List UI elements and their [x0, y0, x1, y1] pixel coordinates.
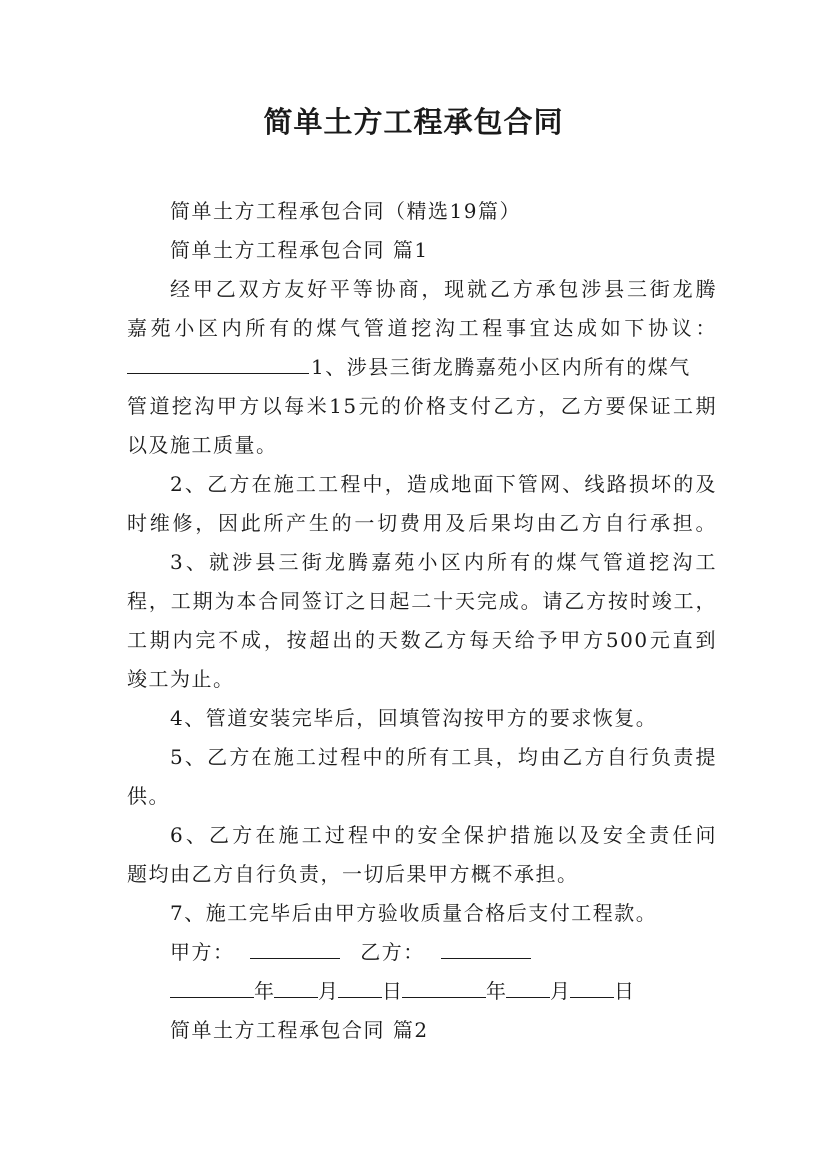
paragraph-line: 经甲乙双方友好平等协商，现就乙方承包涉县三街龙腾	[170, 277, 717, 301]
paragraph-line: 程，工期为本合同签订之日起二十天完成。请乙方按时竣工，	[127, 589, 717, 613]
party-b-blank	[441, 938, 531, 959]
paragraph-line: 管道挖沟甲方以每米15元的价格支付乙方，乙方要保证工期	[127, 394, 717, 418]
clause-6-line: 6、乙方在施工过程中的安全保护措施以及安全责任问	[170, 823, 717, 847]
paragraph-line: 竣工为止。	[127, 667, 235, 691]
year-label: 年	[254, 979, 274, 1003]
date-blank	[402, 977, 486, 998]
signature-parties	[170, 938, 760, 966]
paragraph-line: 供。	[127, 784, 170, 808]
party-a-label: 甲方：	[170, 940, 235, 964]
paragraph-line: 嘉苑小区内所有的煤气管道挖沟工程事宜达成如下协议：	[127, 316, 717, 340]
date-blank	[570, 977, 614, 998]
clause-4-line: 4、管道安装完毕后，回填管沟按甲方的要求恢复。	[170, 706, 658, 730]
date-blank	[338, 977, 382, 998]
date-blank	[274, 977, 318, 998]
clause-3-line: 3、就涉县三街龙腾嘉苑小区内所有的煤气管道挖沟工	[170, 550, 717, 574]
date-blank	[170, 977, 254, 998]
year-label: 年	[486, 979, 506, 1003]
day-label: 日	[382, 979, 402, 1003]
paragraph-line: 工期内完不成，按超出的天数乙方每天给予甲方500元直到	[127, 628, 717, 652]
party-a-blank	[250, 938, 340, 959]
section-heading-2: 简单土方工程承包合同 篇2	[170, 1018, 429, 1042]
paragraph-line: 时维修，因此所产生的一切费用及后果均由乙方自行承担。	[127, 511, 717, 535]
paragraph-line: 以及施工质量。	[127, 433, 278, 457]
month-label: 月	[318, 979, 338, 1003]
paragraph-line-with-blank	[127, 353, 717, 381]
party-b-label: 乙方：	[360, 940, 425, 964]
document-subtitle: 简单土方工程承包合同（精选19篇）	[170, 199, 521, 223]
clause-5-line: 5、乙方在施工过程中的所有工具，均由乙方自行负责提	[170, 745, 717, 769]
fill-in-blank	[127, 353, 309, 374]
paragraph-line: 题均由乙方自行负责，一切后果甲方概不承担。	[127, 862, 579, 886]
clause-2-line: 2、乙方在施工工程中，造成地面下管网、线路损坏的及	[170, 472, 717, 496]
date-blank	[506, 977, 550, 998]
month-label: 月	[550, 979, 570, 1003]
clause-1-text: 1、涉县三街龙腾嘉苑小区内所有的煤气	[311, 355, 691, 379]
section-heading-1: 简单土方工程承包合同 篇1	[170, 238, 429, 262]
clause-7-line: 7、施工完毕后由甲方验收质量合格后支付工程款。	[170, 901, 658, 925]
day-label: 日	[614, 979, 634, 1003]
signature-dates	[170, 977, 760, 1005]
document-title: 简单土方工程承包合同	[263, 105, 564, 139]
